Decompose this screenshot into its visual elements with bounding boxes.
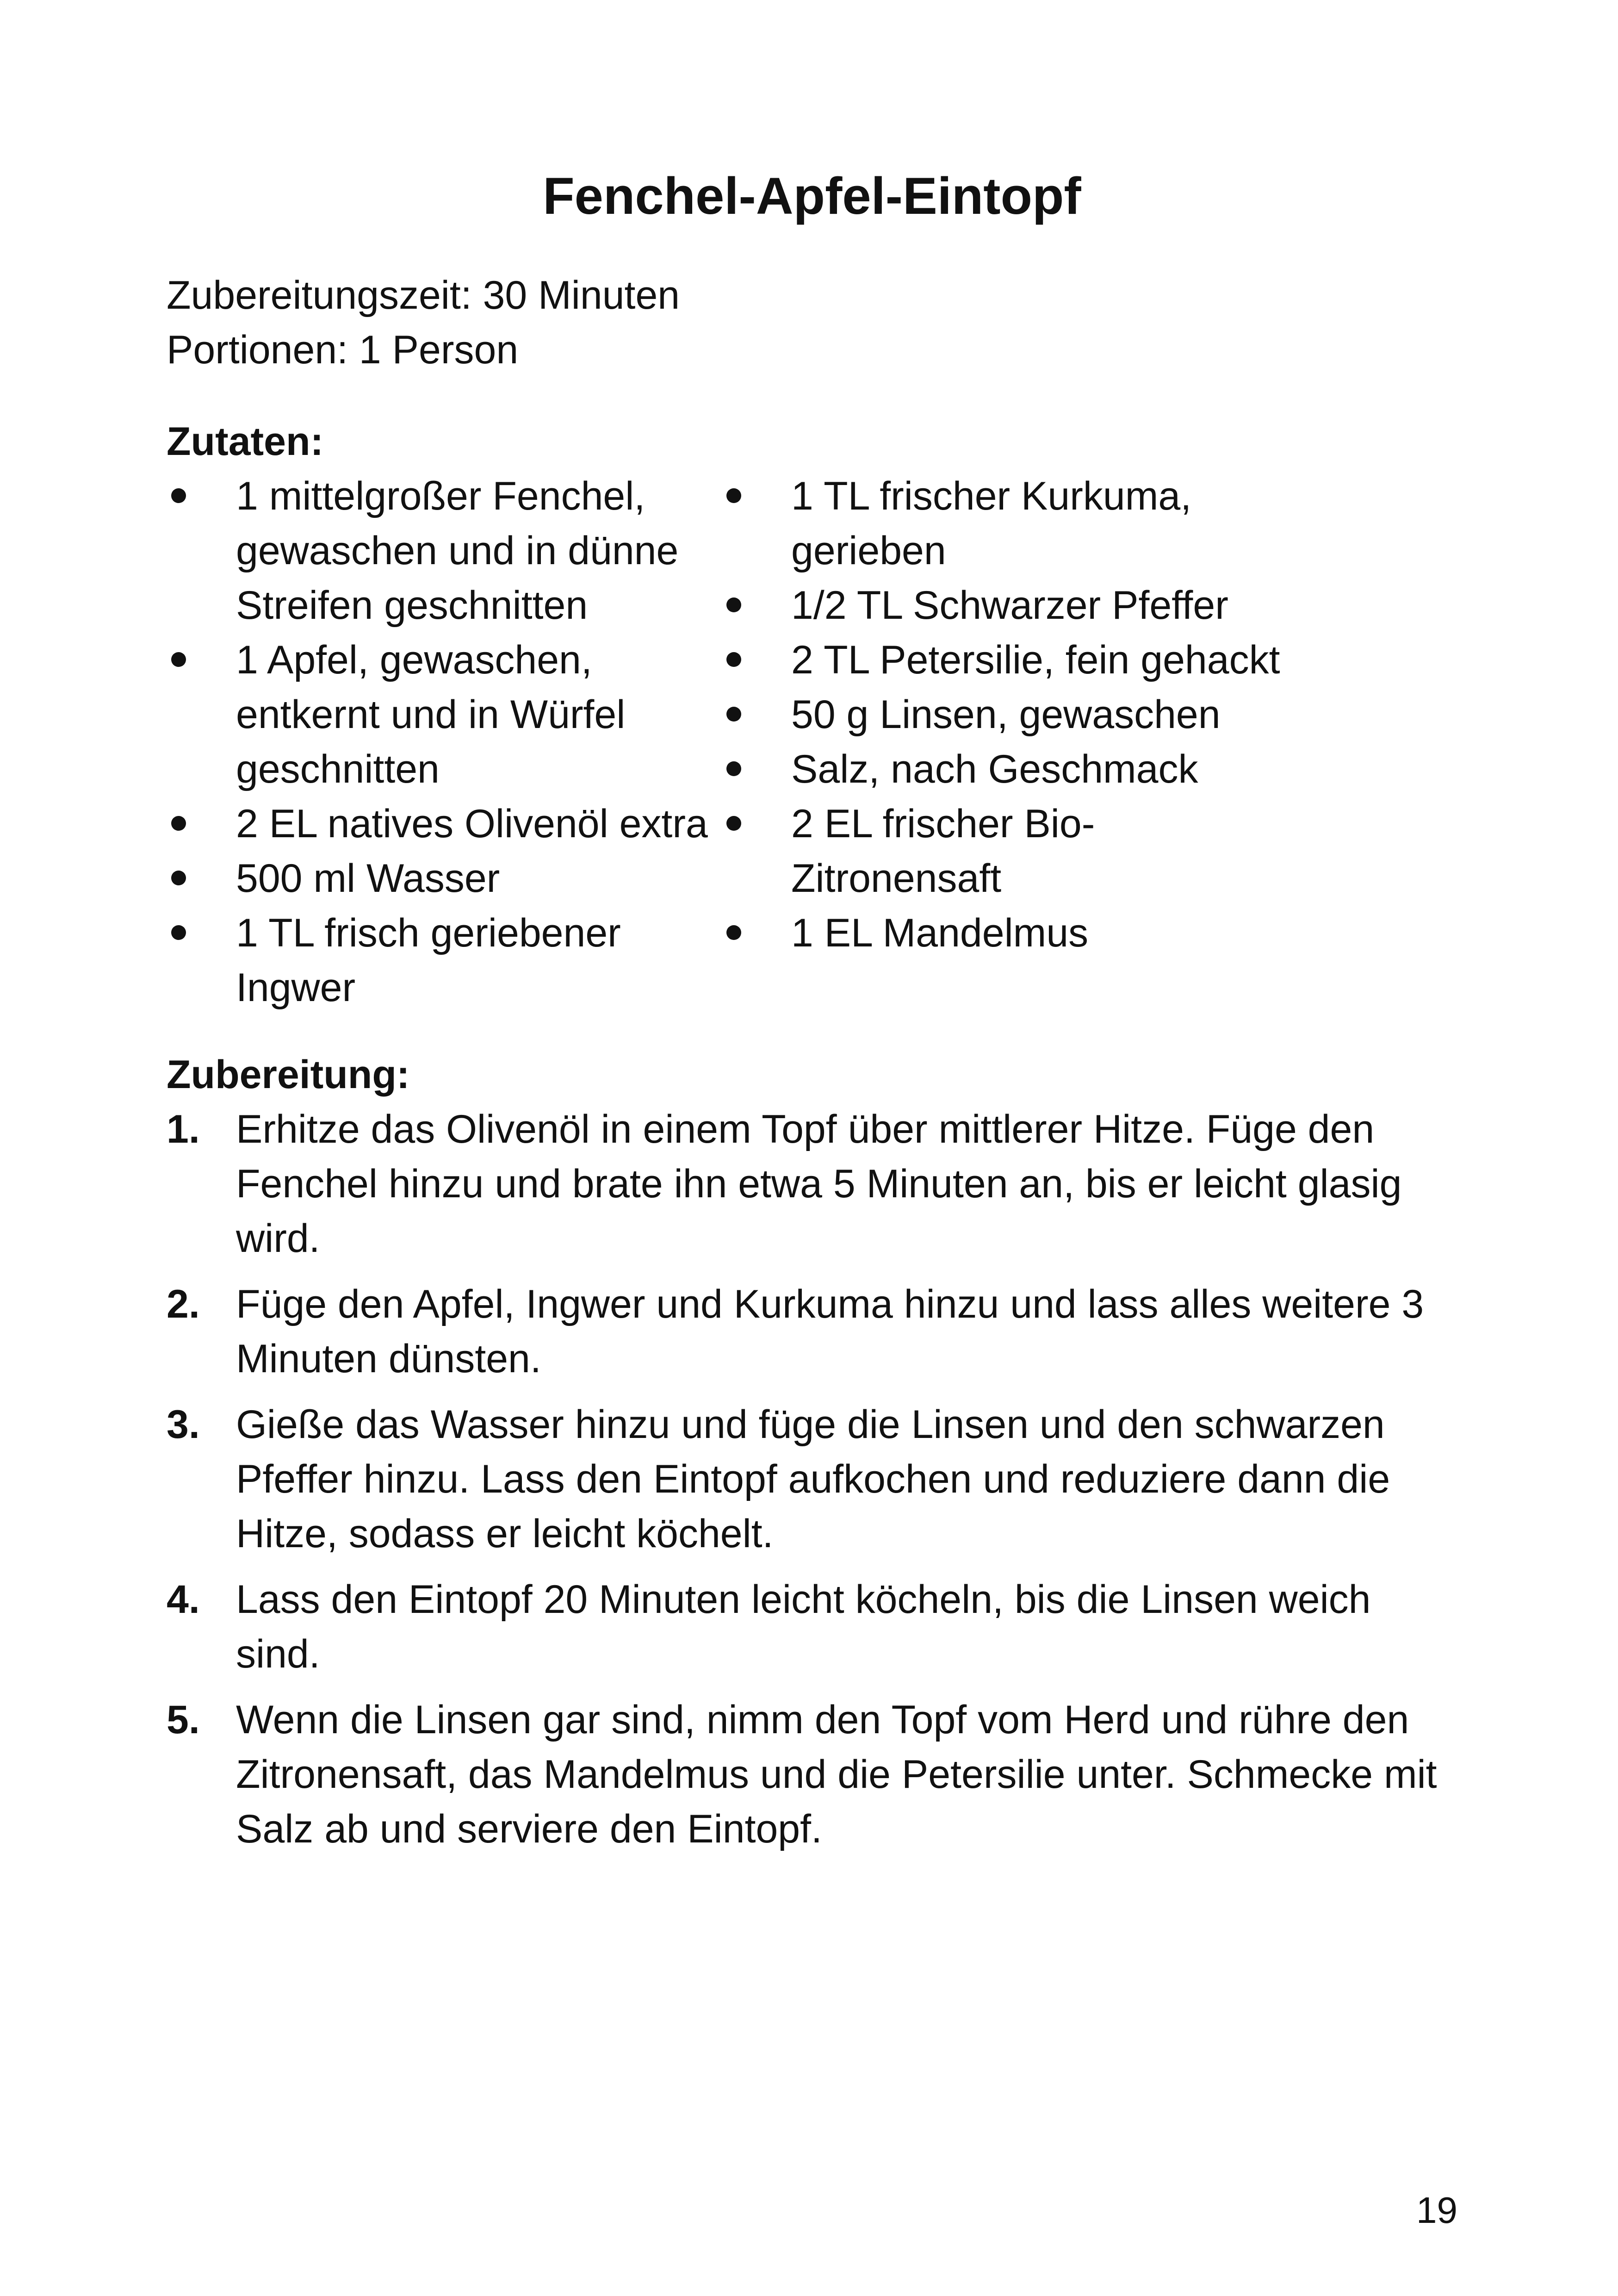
- ingredient-item: 1/2 TL Schwarzer Pfeffer: [722, 578, 1296, 633]
- ingredient-item: Salz, nach Geschmack: [722, 742, 1296, 796]
- step-number: 5.: [167, 1697, 200, 1742]
- ingredient-item: 2 EL frischer Bio-Zitronensaft: [722, 796, 1296, 906]
- step-text: Wenn die Linsen gar sind, nimm den Topf vom Herd und rühre den Zitronensaft, das Mandelmus und die Petersilie unter. Schmecke mit Salz ab und serviere den Eintopf.: [236, 1697, 1437, 1851]
- ingredients-list: [167, 469, 1457, 1015]
- step-item: [167, 1692, 1457, 1856]
- step-text: Erhitze das Olivenöl in einem Topf über mittlerer Hitze. Füge den Fenchel hinzu und brate ihn etwa 5 Minuten an, bis er leicht glasig wird.: [236, 1107, 1402, 1261]
- prep-time: Zubereitungszeit: 30 Minuten: [167, 273, 680, 317]
- preparation-steps: [167, 1102, 1457, 1856]
- step-number: 2.: [167, 1282, 200, 1326]
- ingredient-item: 1 EL Mandelmus: [722, 906, 1296, 960]
- ingredient-item: 2 EL natives Olivenöl extra: [167, 796, 722, 851]
- ingredients-column-right: [722, 469, 1296, 1015]
- recipe-title: Fenchel-Apfel-Eintopf: [543, 167, 1081, 225]
- step-number: 4.: [167, 1577, 200, 1622]
- step-item: [167, 1397, 1457, 1561]
- step-text: Füge den Apfel, Ingwer und Kurkuma hinzu und lass alles weitere 3 Minuten dünsten.: [236, 1282, 1424, 1381]
- ingredient-item: 1 Apfel, gewaschen, entkernt und in Würfel geschnitten: [167, 633, 722, 796]
- page-number: 19: [1416, 2190, 1457, 2231]
- step-number: 1.: [167, 1107, 200, 1151]
- recipe-page: [167, 167, 1457, 1867]
- ingredient-item: 1 mittelgroßer Fenchel, gewaschen und in dünne Streifen geschnitten: [167, 469, 722, 633]
- portions: Portionen: 1 Person: [167, 327, 519, 372]
- step-item: [167, 1277, 1457, 1386]
- step-item: [167, 1572, 1457, 1681]
- ingredients-column-left: [167, 469, 722, 1015]
- step-text: Gieße das Wasser hinzu und füge die Linsen und den schwarzen Pfeffer hinzu. Lass den Eintopf aufkochen und reduziere dann die Hitze, sodass er leicht köchelt.: [236, 1402, 1390, 1556]
- ingredients-heading: Zutaten:: [167, 419, 324, 464]
- step-item: [167, 1102, 1457, 1266]
- step-number: 3.: [167, 1402, 200, 1447]
- ingredient-item: 50 g Linsen, gewaschen: [722, 687, 1296, 742]
- ingredient-item: 500 ml Wasser: [167, 851, 722, 906]
- ingredient-item: 2 TL Petersilie, fein gehackt: [722, 633, 1296, 687]
- ingredient-item: 1 TL frisch geriebener Ingwer: [167, 906, 722, 1015]
- step-text: Lass den Eintopf 20 Minuten leicht köcheln, bis die Linsen weich sind.: [236, 1577, 1371, 1676]
- ingredient-item: 1 TL frischer Kurkuma, gerieben: [722, 469, 1296, 578]
- preparation-heading: Zubereitung:: [167, 1052, 410, 1097]
